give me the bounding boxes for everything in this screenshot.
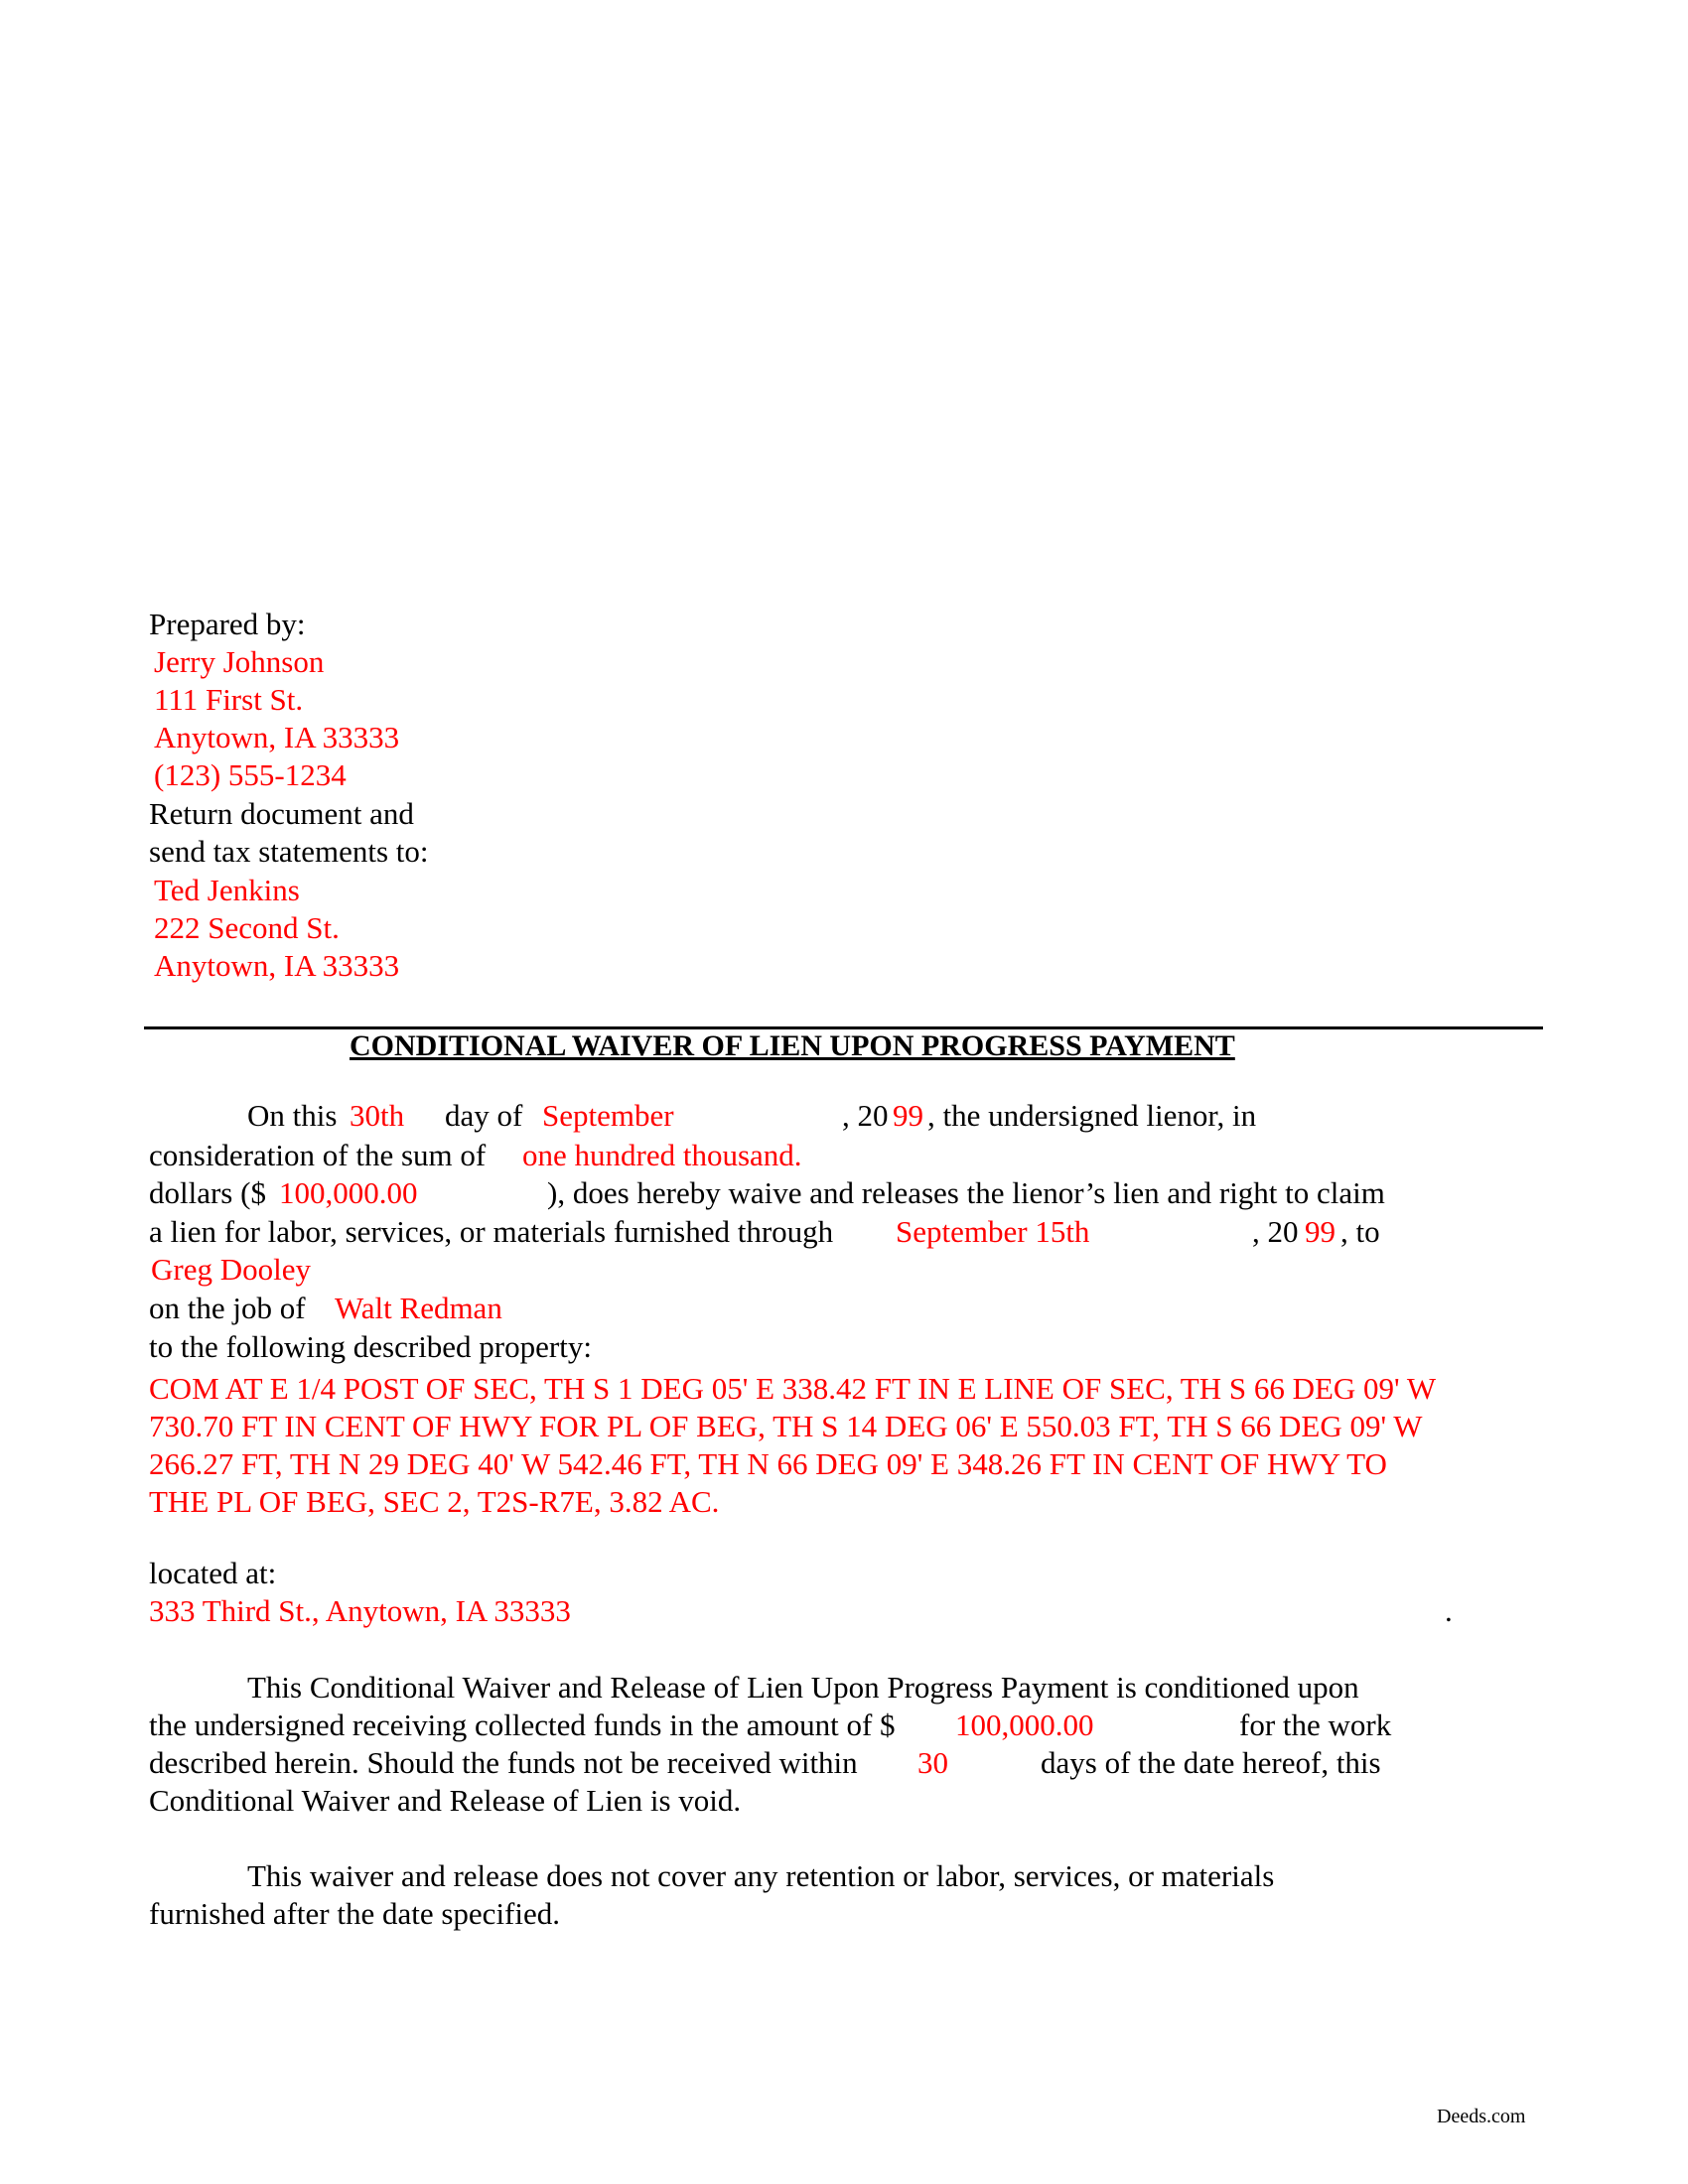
- consideration-text: consideration of the sum of: [149, 1138, 487, 1172]
- undersigned-text: , the undersigned lienor, in: [927, 1098, 1257, 1133]
- condition-line4: Conditional Waiver and Release of Lien is void.: [149, 1783, 742, 1818]
- legal-description-line: 266.27 FT, TH N 29 DEG 40' W 542.46 FT, TH N 66 DEG 09' E 348.26 FT IN CENT OF HWY TO: [149, 1446, 1387, 1481]
- return-city: Anytown, IA 33333: [154, 948, 400, 983]
- owner-field: Greg Dooley: [151, 1252, 311, 1287]
- condition-days-field: 30: [917, 1745, 948, 1780]
- legal-description-line: 730.70 FT IN CENT OF HWY FOR PL OF BEG, TH S 14 DEG 06' E 550.03 FT, TH S 66 DEG 09' W: [149, 1409, 1423, 1443]
- condition-line2-suffix: for the work: [1239, 1707, 1392, 1742]
- located-label: located at:: [149, 1556, 277, 1590]
- year2-prefix: , 20: [1252, 1214, 1299, 1249]
- location-period: .: [1445, 1593, 1453, 1628]
- preparer-name: Jerry Johnson: [154, 644, 325, 679]
- condition-line2-prefix: the undersigned receiving collected funds in the amount of $: [149, 1707, 896, 1742]
- location-field: 333 Third St., Anytown, IA 33333: [149, 1593, 571, 1628]
- condition-amount-field: 100,000.00: [955, 1707, 1094, 1742]
- to-text: , to: [1340, 1214, 1380, 1249]
- legal-description-line: THE PL OF BEG, SEC 2, T2S-R7E, 3.82 AC.: [149, 1484, 720, 1519]
- amount-field: 100,000.00: [279, 1175, 418, 1210]
- month-field: September: [542, 1098, 674, 1133]
- return-label-line2: send tax statements to:: [149, 834, 429, 869]
- retention-line1: This waiver and release does not cover any retention or labor, services, or materials: [247, 1858, 1275, 1893]
- day-of-text: day of: [445, 1098, 523, 1133]
- job-field: Walt Redman: [335, 1291, 502, 1325]
- waive-text: ), does hereby waive and releases the lienor’s lien and right to claim: [547, 1175, 1385, 1210]
- preparer-address: 111 First St.: [154, 682, 304, 717]
- amount-words-field: one hundred thousand.: [522, 1138, 802, 1172]
- year2-field: 99: [1305, 1214, 1336, 1249]
- prepared-by-label: Prepared by:: [149, 607, 306, 641]
- year-prefix: , 20: [842, 1098, 889, 1133]
- lien-text: a lien for labor, services, or materials furnished through: [149, 1214, 834, 1249]
- dollars-prefix: dollars ($: [149, 1175, 266, 1210]
- retention-line2: furnished after the date specified.: [149, 1896, 561, 1931]
- preparer-phone: (123) 555-1234: [154, 757, 347, 792]
- condition-line1: This Conditional Waiver and Release of Lien Upon Progress Payment is conditioned upon: [247, 1670, 1359, 1705]
- footer-brand: Deeds.com: [1437, 2106, 1526, 2127]
- return-name: Ted Jenkins: [154, 873, 300, 907]
- return-label-line1: Return document and: [149, 796, 414, 831]
- return-address: 222 Second St.: [154, 910, 340, 945]
- legal-description-line: COM AT E 1/4 POST OF SEC, TH S 1 DEG 05' E 338.42 FT IN E LINE OF SEC, TH S 66 DEG 09' W: [149, 1371, 1437, 1406]
- year-field: 99: [893, 1098, 923, 1133]
- condition-line3-suffix: days of the date hereof, this: [1041, 1745, 1381, 1780]
- on-this-text: On this: [247, 1098, 338, 1133]
- preparer-city: Anytown, IA 33333: [154, 720, 400, 754]
- job-prefix: on the job of: [149, 1291, 306, 1325]
- property-label: to the following described property:: [149, 1329, 592, 1364]
- day-field: 30th: [350, 1098, 405, 1133]
- condition-line3-prefix: described herein. Should the funds not be received within: [149, 1745, 858, 1780]
- document-title: CONDITIONAL WAIVER OF LIEN UPON PROGRESS PAYMENT: [350, 1029, 1235, 1062]
- through-date-field: September 15th: [896, 1214, 1090, 1249]
